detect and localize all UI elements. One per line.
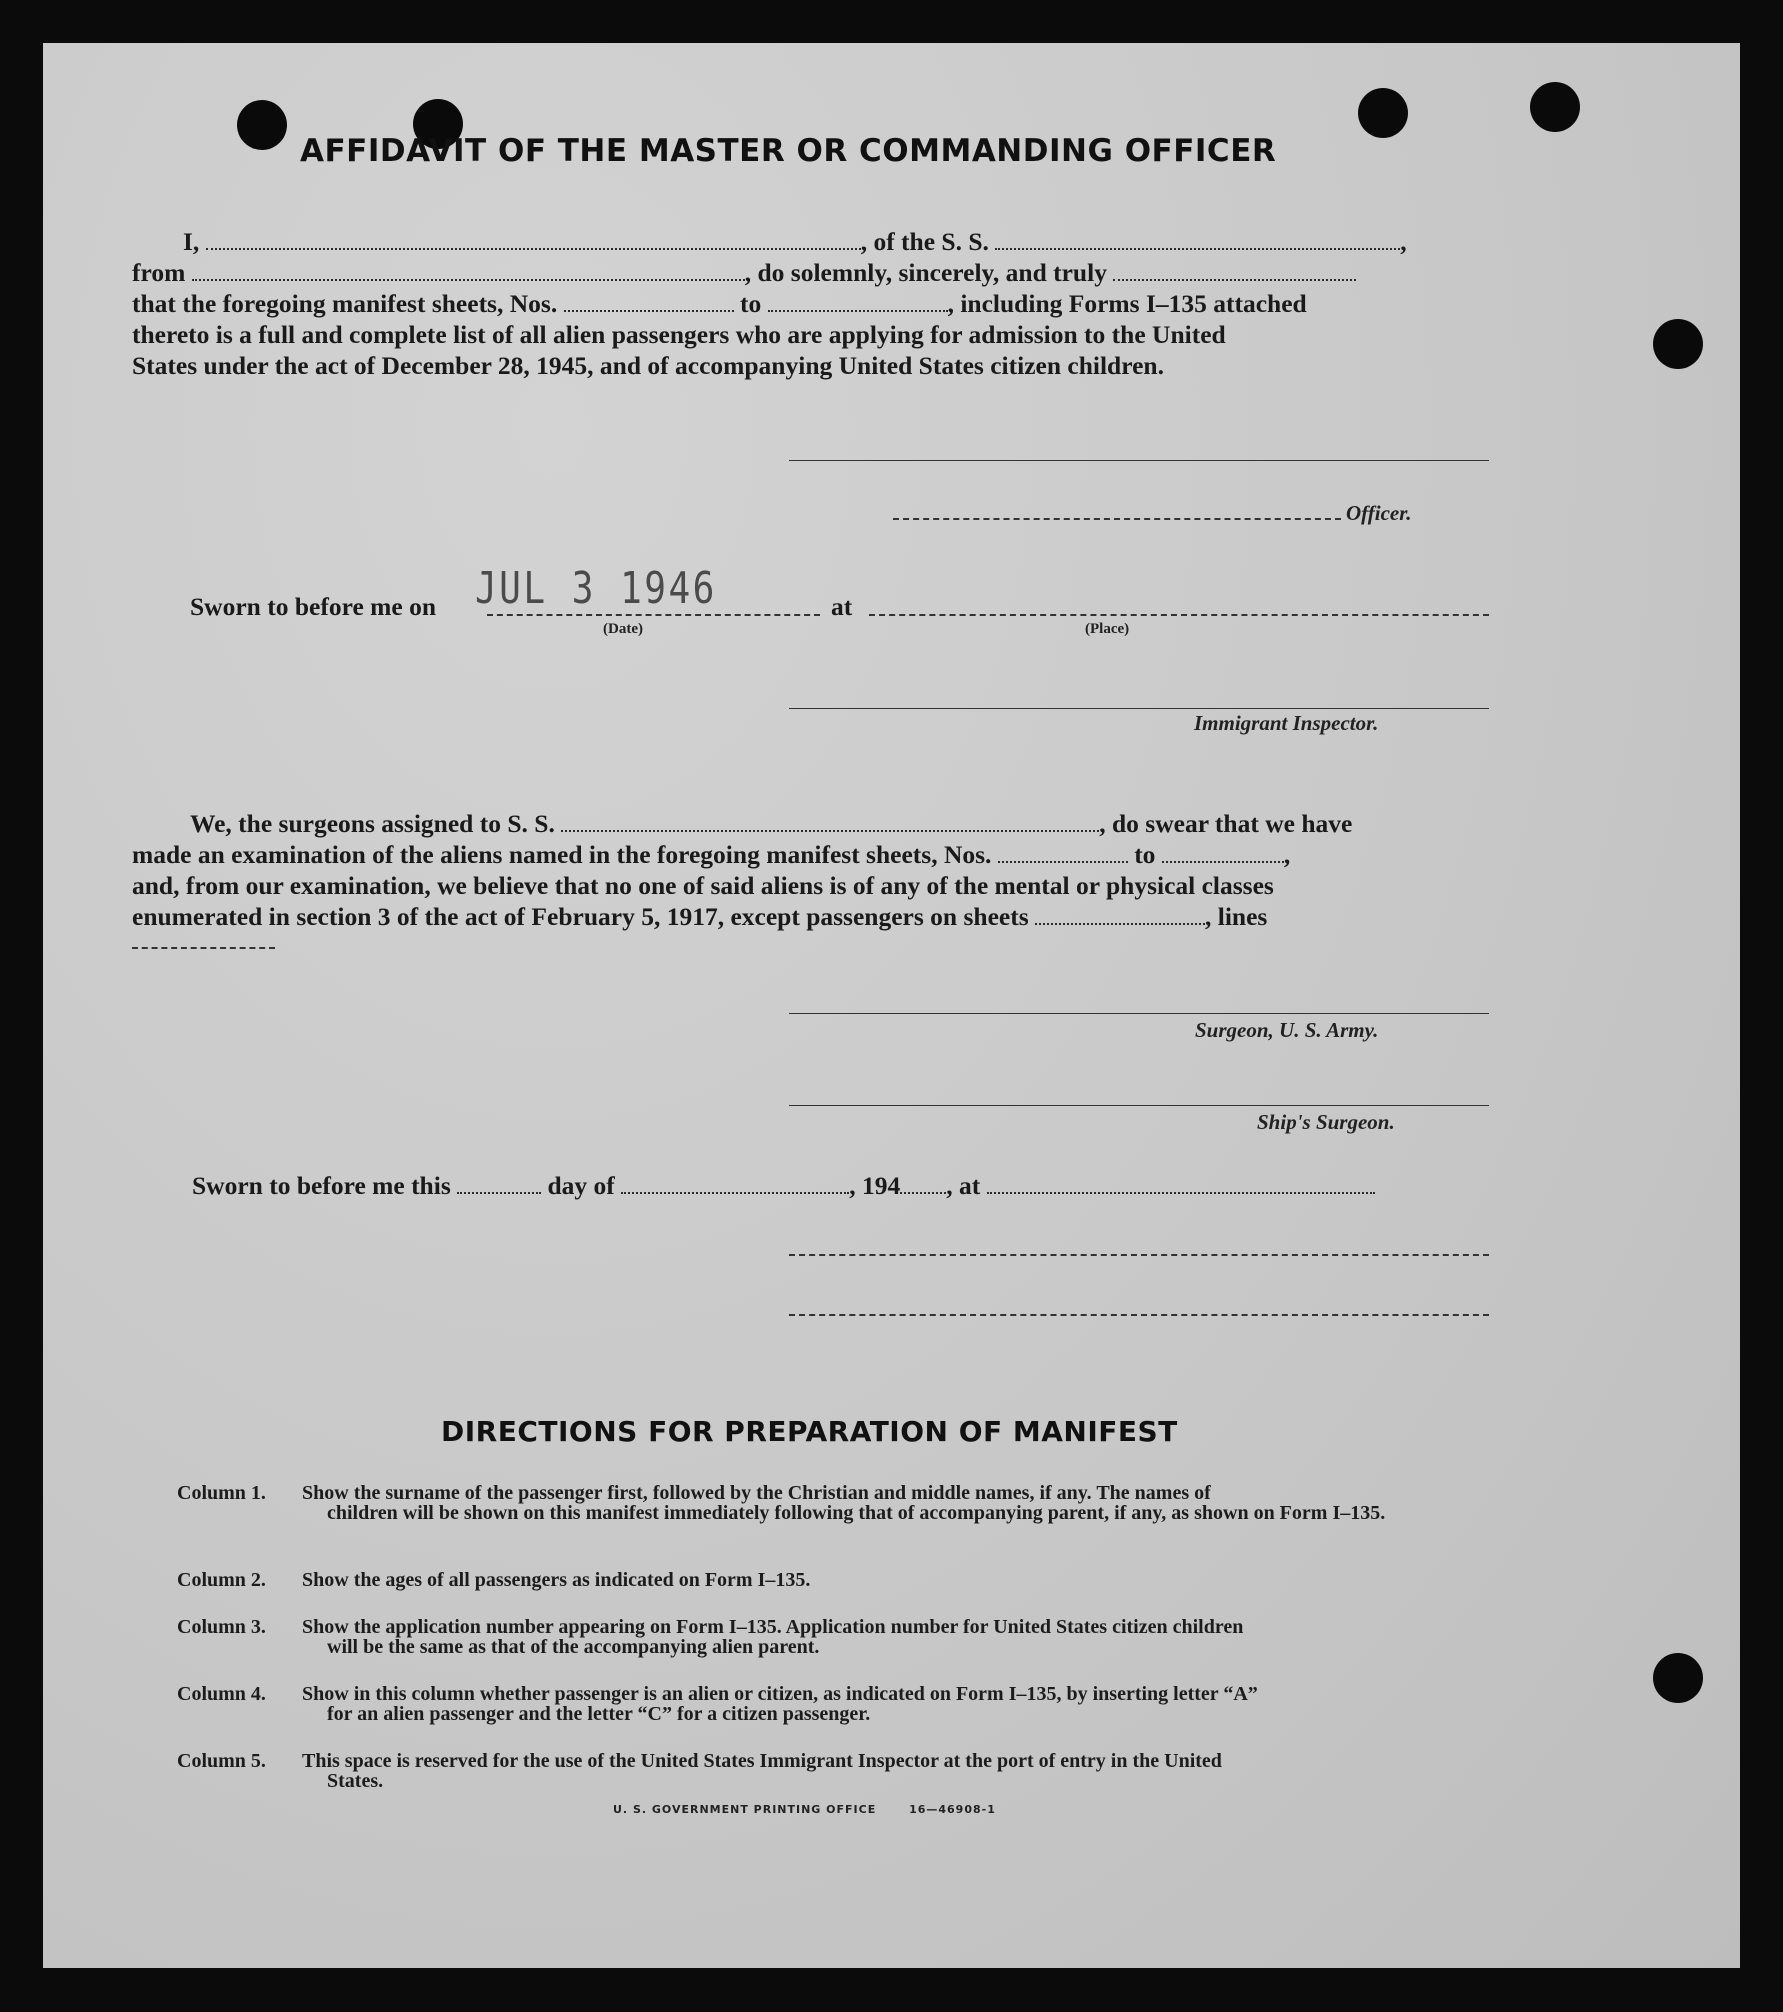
of-ss-label: , of the S. S. — [860, 227, 989, 256]
swear-label: , do solemnly, sincerely, and truly — [744, 258, 1107, 287]
to-label-2: to — [1134, 840, 1156, 869]
at-label-2: , at — [946, 1171, 981, 1200]
form-code: 16—46908-1 — [909, 1803, 996, 1816]
sworn-signature-line-2[interactable] — [789, 1314, 1489, 1316]
inspector-label: Immigrant Inspector. — [1194, 711, 1379, 735]
printer-name: U. S. GOVERNMENT PRINTING OFFICE — [613, 1803, 877, 1816]
form-title: AFFIDAVIT OF THE MASTER OR COMMANDING OFFICER — [300, 133, 1277, 169]
surgeons-line-2 — [132, 839, 1290, 870]
instruction-first-line: Show in this column whether passenger is an alien or citizen, as indicated on Form I–135, by inserting letter “A” — [302, 1683, 1258, 1705]
column-instruction — [302, 1570, 1494, 1590]
exam-sheet-from-field[interactable] — [998, 843, 1128, 863]
affidavit-line-2 — [132, 257, 1356, 288]
instruction-continuation: States. — [327, 1770, 384, 1792]
manifest-nos-label: that the foregoing manifest sheets, Nos. — [132, 289, 558, 318]
surgeon-ship-field[interactable] — [561, 812, 1099, 832]
day-of-label: day of — [547, 1171, 615, 1200]
surgeons-line-4 — [132, 901, 1267, 932]
form-sheet — [43, 43, 1740, 1968]
place-caption: (Place) — [1085, 621, 1130, 637]
column-instruction — [302, 1684, 1494, 1724]
except-sheets-field[interactable] — [1035, 905, 1205, 925]
sheet-from-field[interactable] — [564, 292, 734, 312]
punch-hole — [1653, 1653, 1703, 1703]
column-label: Column 4. — [177, 1683, 266, 1705]
column-instruction — [302, 1751, 1494, 1791]
army-surgeon-signature-line[interactable] — [789, 1013, 1489, 1014]
instruction-continuation: will be the same as that of the accompanying alien parent. — [327, 1636, 820, 1658]
ship-surgeon-label: Ship's Surgeon. — [1257, 1110, 1395, 1134]
to-label: to — [739, 289, 762, 318]
affidavit-line-5: States under the act of December 28, 1945, and of accompanying United States citizen children. — [132, 351, 1164, 380]
surgeons-line-1 — [190, 808, 1352, 839]
affidavit-line-3 — [132, 288, 1307, 319]
punch-hole — [1653, 319, 1703, 369]
column-instruction — [302, 1617, 1494, 1657]
officer-signature-line[interactable] — [789, 460, 1489, 461]
affidavit-line-4: thereto is a full and complete list of all alien passengers who are applying for admission to the United — [132, 320, 1226, 349]
column-label: Column 1. — [177, 1482, 266, 1504]
punch-hole — [1530, 82, 1580, 132]
sworn-signature-line-1[interactable] — [789, 1254, 1489, 1256]
punct: , — [1400, 227, 1407, 256]
sworn-place-field-2[interactable] — [987, 1174, 1375, 1194]
sworn-place-field[interactable] — [869, 614, 1489, 616]
sworn-at-label: at — [831, 592, 853, 621]
instruction-first-line: Show the ages of all passengers as indicated on Form I–135. — [302, 1569, 811, 1591]
column-instruction — [302, 1483, 1494, 1523]
directions-title: DIRECTIONS FOR PREPARATION OF MANIFEST — [441, 1415, 1178, 1448]
sworn-before-label: Sworn to before me on — [190, 592, 436, 621]
instruction-continuation: children will be shown on this manifest immediately following that of accompanying parent, if any, as shown on Form I–135. — [327, 1502, 1386, 1524]
sheet-to-field[interactable] — [768, 292, 948, 312]
officer-label: Officer. — [1346, 501, 1412, 525]
instruction-continuation: for an alien passenger and the letter “C” for a citizen passenger. — [327, 1703, 871, 1725]
including-label: , including Forms I–135 attached — [947, 289, 1307, 318]
instruction-first-line: Show the surname of the passenger first, followed by the Christian and middle names, if any. The names of — [302, 1482, 1211, 1504]
enumerated-label: enumerated in section 3 of the act of February 5, 1917, except passengers on sheets — [132, 902, 1029, 931]
punch-hole — [1358, 88, 1408, 138]
master-name-field[interactable] — [206, 230, 861, 250]
column-label: Column 5. — [177, 1750, 266, 1772]
printer-imprint — [613, 1803, 996, 1816]
sworn-year-field[interactable] — [900, 1174, 946, 1194]
punch-hole — [237, 100, 287, 150]
from-label: from — [132, 258, 186, 287]
sworn-month-field[interactable] — [621, 1174, 849, 1194]
examination-label: made an examination of the aliens named in the foregoing manifest sheets, Nos. — [132, 840, 992, 869]
punct: , — [1283, 840, 1291, 869]
ship-name-field[interactable] — [995, 230, 1400, 250]
date-stamp: JUL 3 1946 — [475, 563, 717, 614]
port-from-field[interactable] — [192, 261, 745, 281]
swear-that-label: , do swear that we have — [1099, 809, 1353, 838]
date-caption: (Date) — [603, 621, 643, 637]
oath-field[interactable] — [1113, 261, 1356, 281]
affidavit-i: I, — [183, 227, 200, 256]
column-label: Column 2. — [177, 1569, 266, 1591]
sworn-this-line — [192, 1170, 1375, 1201]
inspector-signature-line[interactable] — [789, 708, 1489, 709]
except-lines-field[interactable] — [132, 947, 275, 949]
affidavit-line-1 — [183, 226, 1407, 257]
instruction-first-line: This space is reserved for the use of the United States Immigrant Inspector at the port of entry in the United — [302, 1750, 1222, 1772]
lines-label: , lines — [1205, 902, 1268, 931]
ship-surgeon-signature-line[interactable] — [789, 1105, 1489, 1106]
army-surgeon-label: Surgeon, U. S. Army. — [1195, 1018, 1379, 1042]
surgeons-assigned-label: We, the surgeons assigned to S. S. — [190, 809, 555, 838]
officer-title-line[interactable] — [893, 518, 1341, 520]
sworn-this-label: Sworn to before me this — [192, 1171, 451, 1200]
exam-sheet-to-field[interactable] — [1162, 843, 1284, 863]
year-label: , 194 — [849, 1171, 901, 1200]
sworn-date-field[interactable] — [487, 614, 820, 616]
instruction-first-line: Show the application number appearing on Form I–135. Application number for United States citizen children — [302, 1616, 1244, 1638]
column-label: Column 3. — [177, 1616, 266, 1638]
surgeons-line-3: and, from our examination, we believe that no one of said aliens is of any of the mental or physical classes — [132, 871, 1274, 900]
sworn-day-field[interactable] — [457, 1174, 541, 1194]
